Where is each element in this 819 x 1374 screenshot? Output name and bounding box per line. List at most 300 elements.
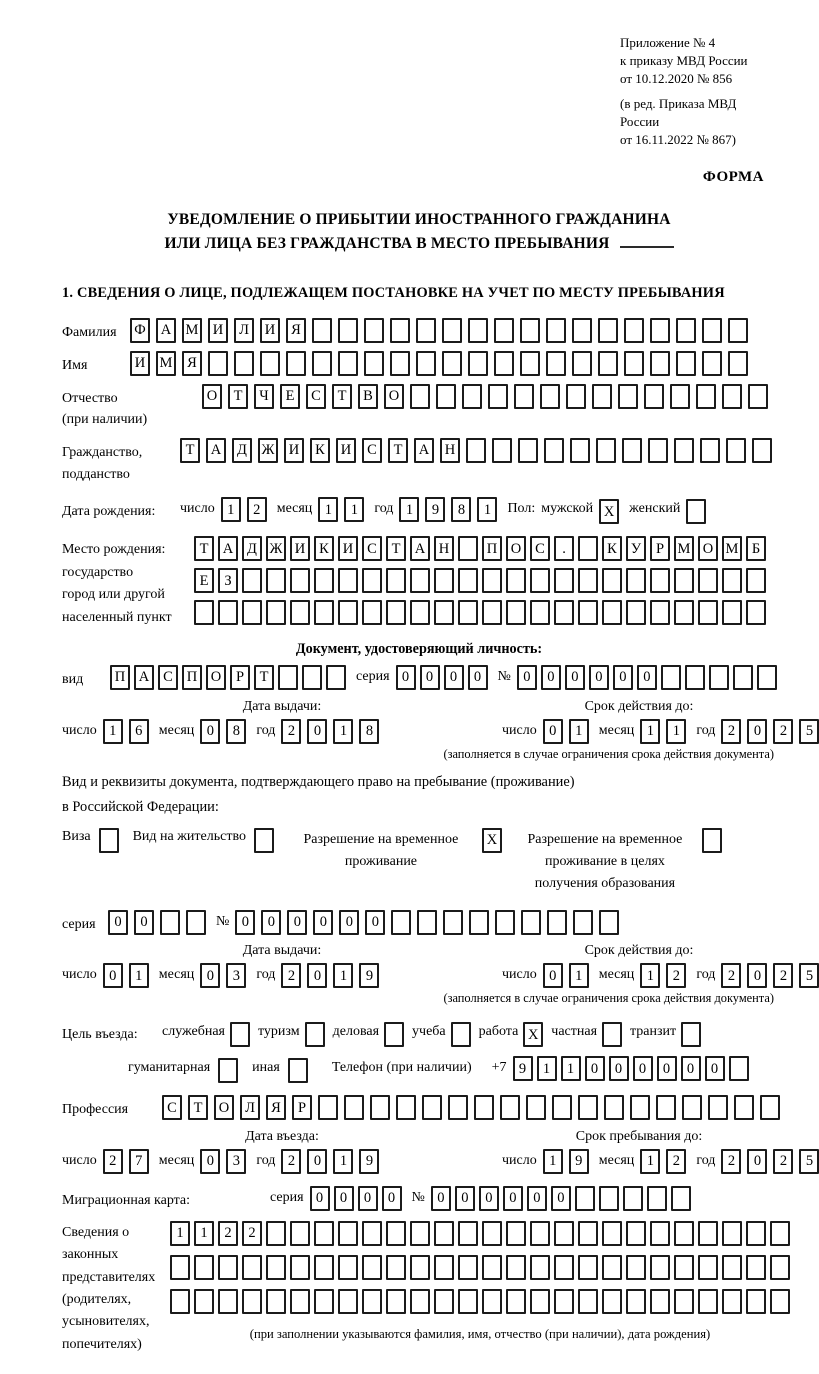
cell[interactable]: 2 <box>218 1221 238 1246</box>
cell[interactable] <box>570 438 590 463</box>
cell[interactable]: 1 <box>333 1149 353 1174</box>
cell[interactable]: 9 <box>425 497 445 522</box>
cell[interactable] <box>266 1289 286 1314</box>
cell[interactable] <box>458 568 478 593</box>
purpose-other-checkbox[interactable] <box>288 1058 308 1083</box>
cell[interactable]: 2 <box>247 497 267 522</box>
cell[interactable] <box>626 568 646 593</box>
cell[interactable]: Ж <box>258 438 278 463</box>
cell[interactable] <box>302 665 322 690</box>
cell[interactable] <box>578 1255 598 1280</box>
residence-valid-day-cells[interactable] <box>543 963 589 988</box>
purpose-tourism-checkbox[interactable] <box>305 1022 325 1047</box>
cell[interactable]: О <box>214 1095 234 1120</box>
cell[interactable] <box>682 1095 702 1120</box>
cell[interactable] <box>728 351 748 376</box>
cell[interactable]: О <box>384 384 404 409</box>
doc-valid-month-cells[interactable] <box>640 719 686 744</box>
cell[interactable]: 0 <box>543 963 563 988</box>
cell[interactable] <box>338 600 358 625</box>
cell[interactable] <box>650 1255 670 1280</box>
cell[interactable] <box>572 318 592 343</box>
birth-year-cells[interactable] <box>399 497 497 522</box>
cell[interactable]: 2 <box>281 719 301 744</box>
cell[interactable] <box>242 600 262 625</box>
cell[interactable] <box>526 1095 546 1120</box>
cell[interactable]: Б <box>746 536 766 561</box>
cell[interactable]: 2 <box>773 963 793 988</box>
cell[interactable] <box>290 1255 310 1280</box>
cell[interactable] <box>596 438 616 463</box>
cell[interactable] <box>626 1289 646 1314</box>
cell[interactable] <box>290 568 310 593</box>
cell[interactable] <box>312 351 332 376</box>
cell[interactable]: Т <box>228 384 248 409</box>
cell[interactable] <box>338 1221 358 1246</box>
cell[interactable] <box>474 1095 494 1120</box>
entry-year-cells[interactable] <box>281 1149 379 1174</box>
cell[interactable]: Ф <box>130 318 150 343</box>
cell[interactable]: Р <box>650 536 670 561</box>
cell[interactable]: К <box>310 438 330 463</box>
cell[interactable]: О <box>206 665 226 690</box>
cell[interactable]: Е <box>280 384 300 409</box>
migration-series-cells[interactable] <box>310 1186 402 1211</box>
cell[interactable]: 0 <box>200 1149 220 1174</box>
cell[interactable] <box>458 1255 478 1280</box>
cell[interactable]: 0 <box>527 1186 547 1211</box>
gender-male-checkbox[interactable]: X <box>599 499 619 524</box>
cell[interactable]: 2 <box>666 1149 686 1174</box>
cell[interactable]: 1 <box>640 719 660 744</box>
cell[interactable]: 0 <box>551 1186 571 1211</box>
cell[interactable] <box>434 1255 454 1280</box>
legal-reps-row2-cells[interactable] <box>170 1255 790 1280</box>
cell[interactable]: И <box>260 318 280 343</box>
cell[interactable] <box>554 1289 574 1314</box>
cell[interactable]: Ч <box>254 384 274 409</box>
cell[interactable] <box>391 910 411 935</box>
cell[interactable]: П <box>482 536 502 561</box>
cell[interactable]: Л <box>234 318 254 343</box>
cell[interactable]: 0 <box>747 1149 767 1174</box>
cell[interactable] <box>520 318 540 343</box>
cell[interactable] <box>622 438 642 463</box>
cell[interactable] <box>566 384 586 409</box>
visa-checkbox[interactable] <box>99 828 119 853</box>
cell[interactable]: 1 <box>569 963 589 988</box>
cell[interactable] <box>530 1255 550 1280</box>
cell[interactable] <box>728 318 748 343</box>
purpose-commercial-checkbox[interactable] <box>384 1022 404 1047</box>
cell[interactable]: 1 <box>333 963 353 988</box>
cell[interactable]: 0 <box>543 719 563 744</box>
cell[interactable] <box>390 351 410 376</box>
cell[interactable] <box>338 351 358 376</box>
cell[interactable] <box>746 1255 766 1280</box>
cell[interactable] <box>722 600 742 625</box>
cell[interactable] <box>546 318 566 343</box>
birth-day-cells[interactable] <box>221 497 267 522</box>
cell[interactable] <box>656 1095 676 1120</box>
stay-year-cells[interactable] <box>721 1149 819 1174</box>
residence-issue-year-cells[interactable] <box>281 963 379 988</box>
cell[interactable] <box>314 1289 334 1314</box>
cell[interactable]: Р <box>230 665 250 690</box>
cell[interactable]: 1 <box>537 1056 557 1081</box>
cell[interactable] <box>242 1289 262 1314</box>
cell[interactable]: 0 <box>455 1186 475 1211</box>
cell[interactable] <box>410 1221 430 1246</box>
cell[interactable] <box>242 568 262 593</box>
patronymic-cells[interactable] <box>202 384 768 409</box>
cell[interactable] <box>434 1221 454 1246</box>
cell[interactable] <box>482 1255 502 1280</box>
cell[interactable] <box>722 1255 742 1280</box>
cell[interactable] <box>434 1289 454 1314</box>
cell[interactable] <box>506 1221 526 1246</box>
cell[interactable] <box>530 568 550 593</box>
cell[interactable] <box>417 910 437 935</box>
cell[interactable]: 0 <box>637 665 657 690</box>
cell[interactable] <box>364 318 384 343</box>
cell[interactable] <box>722 384 742 409</box>
doc-type-cells[interactable] <box>110 665 346 690</box>
cell[interactable] <box>648 438 668 463</box>
cell[interactable]: 2 <box>281 1149 301 1174</box>
cell[interactable]: 1 <box>640 963 660 988</box>
cell[interactable]: 5 <box>799 963 819 988</box>
migration-number-cells[interactable] <box>431 1186 691 1211</box>
purpose-transit-checkbox[interactable] <box>681 1022 701 1047</box>
cell[interactable]: Т <box>188 1095 208 1120</box>
cell[interactable] <box>674 438 694 463</box>
cell[interactable]: 9 <box>359 963 379 988</box>
cell[interactable] <box>729 1056 749 1081</box>
cell[interactable] <box>554 600 574 625</box>
cell[interactable] <box>312 318 332 343</box>
cell[interactable] <box>521 910 541 935</box>
cell[interactable]: 3 <box>226 963 246 988</box>
cell[interactable]: К <box>602 536 622 561</box>
cell[interactable] <box>770 1255 790 1280</box>
cell[interactable] <box>442 351 462 376</box>
cell[interactable]: И <box>336 438 356 463</box>
cell[interactable]: Д <box>232 438 252 463</box>
cell[interactable]: А <box>218 536 238 561</box>
cell[interactable] <box>410 384 430 409</box>
cell[interactable] <box>443 910 463 935</box>
residence-valid-year-cells[interactable] <box>721 963 819 988</box>
birth-place-row3-cells[interactable] <box>194 600 766 625</box>
cell[interactable]: 1 <box>194 1221 214 1246</box>
cell[interactable]: 0 <box>200 719 220 744</box>
cell[interactable] <box>575 1186 595 1211</box>
cell[interactable]: С <box>362 536 382 561</box>
cell[interactable]: С <box>362 438 382 463</box>
cell[interactable] <box>286 351 306 376</box>
cell[interactable]: 1 <box>640 1149 660 1174</box>
cell[interactable]: А <box>206 438 226 463</box>
cell[interactable]: 2 <box>666 963 686 988</box>
cell[interactable] <box>386 568 406 593</box>
cell[interactable] <box>676 351 696 376</box>
cell[interactable]: 0 <box>657 1056 677 1081</box>
cell[interactable] <box>748 384 768 409</box>
cell[interactable]: 7 <box>129 1149 149 1174</box>
cell[interactable]: 0 <box>565 665 585 690</box>
cell[interactable]: . <box>554 536 574 561</box>
cell[interactable]: 0 <box>307 719 327 744</box>
cell[interactable] <box>506 600 526 625</box>
cell[interactable] <box>290 600 310 625</box>
cell[interactable]: Я <box>286 318 306 343</box>
cell[interactable] <box>578 600 598 625</box>
cell[interactable] <box>650 318 670 343</box>
cell[interactable] <box>702 318 722 343</box>
cell[interactable]: И <box>208 318 228 343</box>
cell[interactable]: М <box>674 536 694 561</box>
cell[interactable] <box>266 1221 286 1246</box>
cell[interactable] <box>434 600 454 625</box>
cell[interactable]: 3 <box>226 1149 246 1174</box>
cell[interactable]: Л <box>240 1095 260 1120</box>
cell[interactable] <box>650 1221 670 1246</box>
cell[interactable]: 0 <box>541 665 561 690</box>
cell[interactable]: 0 <box>585 1056 605 1081</box>
cell[interactable]: 0 <box>420 665 440 690</box>
cell[interactable]: З <box>218 568 238 593</box>
cell[interactable]: 0 <box>339 910 359 935</box>
cell[interactable]: Т <box>194 536 214 561</box>
temp-residence-permit-education-checkbox[interactable] <box>702 828 722 853</box>
cell[interactable]: Р <box>292 1095 312 1120</box>
birth-place-row2-cells[interactable] <box>194 568 766 593</box>
legal-reps-row3-cells[interactable] <box>170 1289 790 1314</box>
cell[interactable]: Я <box>182 351 202 376</box>
cell[interactable]: 1 <box>666 719 686 744</box>
cell[interactable]: 0 <box>310 1186 330 1211</box>
cell[interactable] <box>314 568 334 593</box>
cell[interactable] <box>266 600 286 625</box>
cell[interactable] <box>518 438 538 463</box>
cell[interactable] <box>698 600 718 625</box>
cell[interactable]: 9 <box>359 1149 379 1174</box>
cell[interactable]: 1 <box>399 497 419 522</box>
cell[interactable] <box>266 568 286 593</box>
birth-place-row1-cells[interactable] <box>194 536 766 561</box>
cell[interactable] <box>722 1289 742 1314</box>
cell[interactable] <box>362 568 382 593</box>
cell[interactable] <box>344 1095 364 1120</box>
cell[interactable]: 0 <box>200 963 220 988</box>
entry-month-cells[interactable] <box>200 1149 246 1174</box>
cell[interactable] <box>733 665 753 690</box>
cell[interactable]: 2 <box>281 963 301 988</box>
cell[interactable] <box>318 1095 338 1120</box>
cell[interactable] <box>554 568 574 593</box>
cell[interactable]: 5 <box>799 719 819 744</box>
cell[interactable]: И <box>338 536 358 561</box>
cell[interactable]: Я <box>266 1095 286 1120</box>
cell[interactable]: 1 <box>333 719 353 744</box>
cell[interactable]: 0 <box>517 665 537 690</box>
cell[interactable] <box>338 318 358 343</box>
cell[interactable] <box>416 318 436 343</box>
cell[interactable] <box>650 1289 670 1314</box>
cell[interactable] <box>671 1186 691 1211</box>
cell[interactable]: И <box>290 536 310 561</box>
cell[interactable] <box>578 1221 598 1246</box>
cell[interactable] <box>578 1095 598 1120</box>
cell[interactable] <box>685 665 705 690</box>
temp-residence-permit-checkbox[interactable]: X <box>482 828 502 853</box>
cell[interactable]: О <box>506 536 526 561</box>
cell[interactable] <box>208 351 228 376</box>
cell[interactable] <box>602 1289 622 1314</box>
cell[interactable] <box>386 1255 406 1280</box>
residence-issue-day-cells[interactable] <box>103 963 149 988</box>
cell[interactable] <box>506 1255 526 1280</box>
cell[interactable] <box>546 351 566 376</box>
cell[interactable]: 0 <box>108 910 128 935</box>
cell[interactable] <box>462 384 482 409</box>
cell[interactable] <box>458 600 478 625</box>
entry-day-cells[interactable] <box>103 1149 149 1174</box>
cell[interactable] <box>630 1095 650 1120</box>
cell[interactable] <box>314 1221 334 1246</box>
cell[interactable]: П <box>110 665 130 690</box>
legal-reps-row1-cells[interactable] <box>170 1221 790 1246</box>
cell[interactable] <box>314 600 334 625</box>
cell[interactable]: 0 <box>365 910 385 935</box>
cell[interactable]: 0 <box>431 1186 451 1211</box>
cell[interactable] <box>602 568 622 593</box>
cell[interactable]: М <box>156 351 176 376</box>
cell[interactable] <box>674 1255 694 1280</box>
residence-permit-checkbox[interactable] <box>254 828 274 853</box>
cell[interactable] <box>618 384 638 409</box>
cell[interactable] <box>746 600 766 625</box>
cell[interactable]: 8 <box>359 719 379 744</box>
phone-cells[interactable] <box>513 1056 749 1081</box>
cell[interactable]: 0 <box>705 1056 725 1081</box>
cell[interactable] <box>670 384 690 409</box>
cell[interactable]: 0 <box>334 1186 354 1211</box>
cell[interactable] <box>410 1289 430 1314</box>
cell[interactable]: 1 <box>569 719 589 744</box>
cell[interactable]: 1 <box>221 497 241 522</box>
cell[interactable] <box>410 568 430 593</box>
cell[interactable]: 1 <box>129 963 149 988</box>
purpose-work-checkbox[interactable]: X <box>523 1022 543 1047</box>
cell[interactable] <box>540 384 560 409</box>
cell[interactable]: С <box>158 665 178 690</box>
cell[interactable] <box>492 438 512 463</box>
cell[interactable] <box>722 568 742 593</box>
cell[interactable] <box>494 351 514 376</box>
cell[interactable] <box>746 1221 766 1246</box>
cell[interactable]: А <box>134 665 154 690</box>
cell[interactable] <box>696 384 716 409</box>
cell[interactable] <box>278 665 298 690</box>
cell[interactable] <box>416 351 436 376</box>
cell[interactable]: Н <box>440 438 460 463</box>
cell[interactable]: 0 <box>609 1056 629 1081</box>
cell[interactable] <box>326 665 346 690</box>
cell[interactable] <box>573 910 593 935</box>
cell[interactable]: 0 <box>382 1186 402 1211</box>
cell[interactable]: 0 <box>134 910 154 935</box>
cell[interactable] <box>530 600 550 625</box>
cell[interactable] <box>194 600 214 625</box>
doc-series-cells[interactable] <box>396 665 488 690</box>
cell[interactable] <box>552 1095 572 1120</box>
cell[interactable] <box>602 1255 622 1280</box>
cell[interactable] <box>647 1186 667 1211</box>
cell[interactable] <box>260 351 280 376</box>
cell[interactable]: 1 <box>543 1149 563 1174</box>
cell[interactable] <box>604 1095 624 1120</box>
cell[interactable]: 0 <box>261 910 281 935</box>
cell[interactable]: М <box>722 536 742 561</box>
cell[interactable]: 0 <box>479 1186 499 1211</box>
cell[interactable]: Т <box>388 438 408 463</box>
cell[interactable]: 2 <box>103 1149 123 1174</box>
given-name-cells[interactable] <box>130 351 748 376</box>
cell[interactable] <box>709 665 729 690</box>
cell[interactable]: 1 <box>477 497 497 522</box>
cell[interactable]: 2 <box>242 1221 262 1246</box>
cell[interactable] <box>598 318 618 343</box>
cell[interactable]: А <box>156 318 176 343</box>
cell[interactable] <box>386 1289 406 1314</box>
cell[interactable]: Т <box>386 536 406 561</box>
cell[interactable] <box>734 1095 754 1120</box>
cell[interactable] <box>458 536 478 561</box>
residence-series-cells[interactable] <box>108 910 206 935</box>
cell[interactable]: 0 <box>307 1149 327 1174</box>
cell[interactable]: 1 <box>561 1056 581 1081</box>
cell[interactable]: 1 <box>344 497 364 522</box>
cell[interactable] <box>482 600 502 625</box>
doc-number-cells[interactable] <box>517 665 777 690</box>
citizenship-cells[interactable] <box>180 438 772 463</box>
cell[interactable]: Н <box>434 536 454 561</box>
birth-month-cells[interactable] <box>318 497 364 522</box>
cell[interactable]: 2 <box>773 1149 793 1174</box>
cell[interactable]: 1 <box>318 497 338 522</box>
cell[interactable] <box>698 568 718 593</box>
cell[interactable] <box>674 1289 694 1314</box>
cell[interactable]: А <box>414 438 434 463</box>
doc-issue-month-cells[interactable] <box>200 719 246 744</box>
cell[interactable] <box>554 1221 574 1246</box>
cell[interactable] <box>186 910 206 935</box>
cell[interactable] <box>650 600 670 625</box>
purpose-study-checkbox[interactable] <box>451 1022 471 1047</box>
cell[interactable]: К <box>314 536 334 561</box>
cell[interactable] <box>760 1095 780 1120</box>
cell[interactable] <box>362 600 382 625</box>
cell[interactable]: О <box>202 384 222 409</box>
cell[interactable]: 1 <box>170 1221 190 1246</box>
cell[interactable]: С <box>530 536 550 561</box>
cell[interactable]: 1 <box>103 719 123 744</box>
cell[interactable] <box>650 568 670 593</box>
cell[interactable] <box>468 351 488 376</box>
cell[interactable] <box>448 1095 468 1120</box>
